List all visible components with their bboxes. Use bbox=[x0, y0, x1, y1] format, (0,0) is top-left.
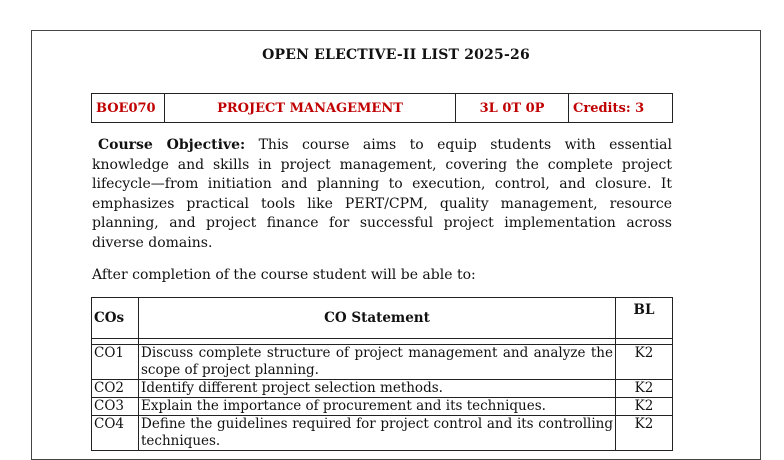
co-bl: K2 bbox=[616, 398, 673, 416]
course-objective-text: This course aims to equip students with essential knowledge and skills in project management, covering the complete project lifecycle—from initiation and planning to execution, control, and closure. It emphasizes practical tools like PERT/CPM, quality management, resource planning, and project finance for successful project implementation across diverse domains. bbox=[92, 137, 672, 251]
course-header-table bbox=[91, 93, 673, 123]
list-title: OPEN ELECTIVE-II LIST 2025-26 bbox=[262, 47, 530, 63]
co-statement: Identify different project selection methods. bbox=[139, 380, 616, 398]
co-column-header: COs bbox=[92, 298, 139, 339]
course-header-row bbox=[92, 94, 673, 123]
co-table-header-row bbox=[92, 298, 673, 339]
co-statement: Explain the importance of procurement and its techniques. bbox=[139, 398, 616, 416]
table-row bbox=[92, 380, 673, 398]
course-objective bbox=[92, 136, 672, 253]
course-objective-label: Course Objective: bbox=[98, 137, 246, 153]
co-bl: K2 bbox=[616, 380, 673, 398]
course-code: BOE070 bbox=[92, 94, 165, 123]
table-row bbox=[92, 398, 673, 416]
co-statement: Discuss complete structure of project management and analyze the scope of project planning. bbox=[139, 345, 616, 380]
co-id: CO4 bbox=[92, 416, 139, 451]
co-statement: Define the guidelines required for project control and its controlling techniques. bbox=[139, 416, 616, 451]
co-bl: K2 bbox=[616, 345, 673, 380]
table-row bbox=[92, 345, 673, 380]
co-bl: K2 bbox=[616, 416, 673, 451]
statement-column-header: CO Statement bbox=[139, 298, 616, 339]
co-id: CO1 bbox=[92, 345, 139, 380]
co-id: CO2 bbox=[92, 380, 139, 398]
course-credits: Credits: 3 bbox=[569, 94, 673, 123]
document-page bbox=[31, 30, 761, 460]
completion-intro: After completion of the course student will be able to: bbox=[92, 267, 476, 283]
bl-column-header: BL bbox=[616, 298, 673, 339]
co-table bbox=[91, 297, 673, 451]
table-row bbox=[92, 416, 673, 451]
co-id: CO3 bbox=[92, 398, 139, 416]
course-ltp: 3L 0T 0P bbox=[456, 94, 569, 123]
course-name: PROJECT MANAGEMENT bbox=[165, 94, 456, 123]
